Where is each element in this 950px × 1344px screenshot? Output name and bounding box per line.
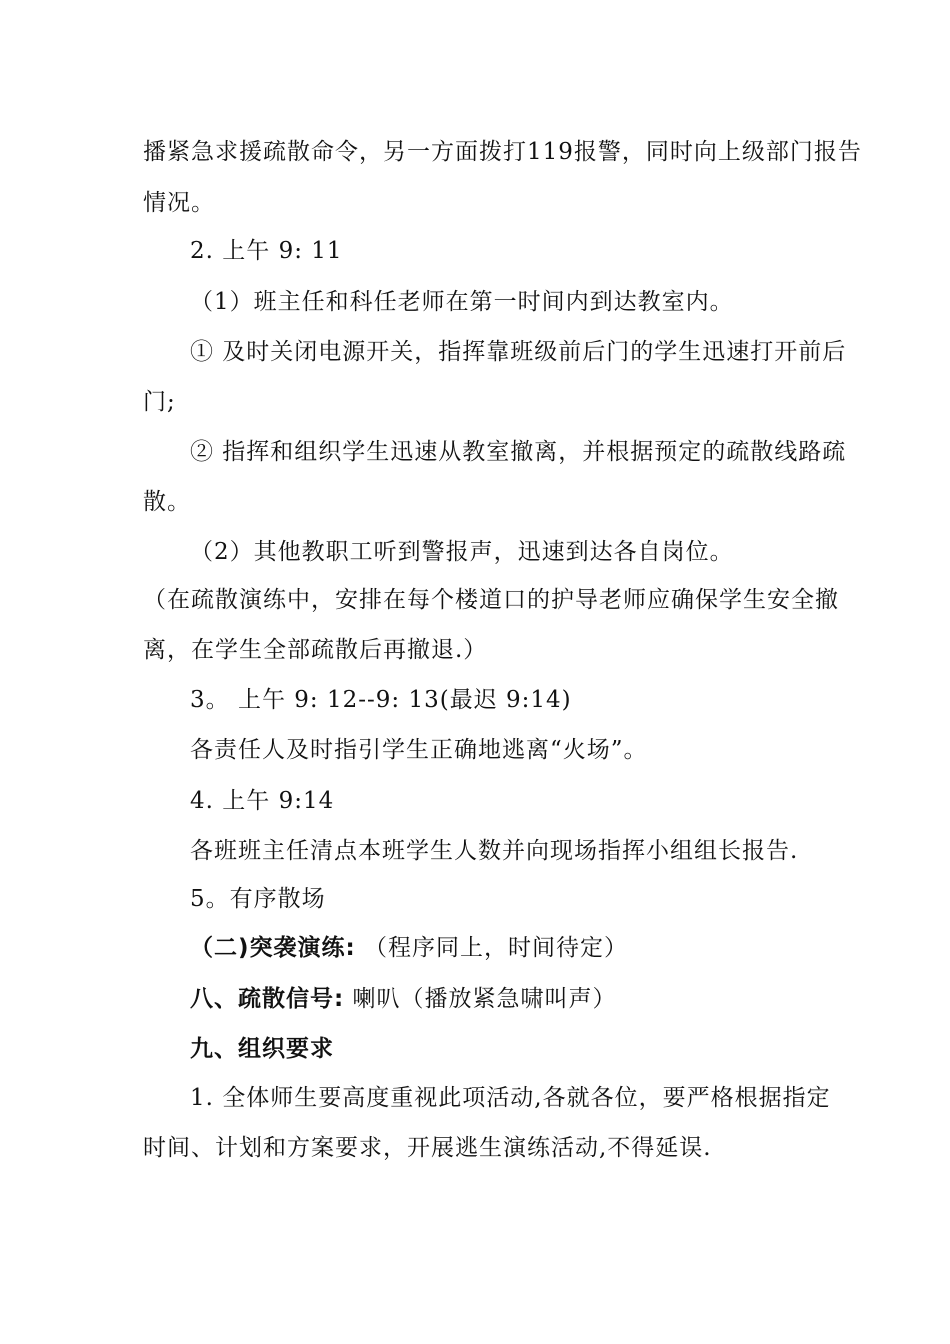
sub-item-2: （2）其他教职工听到警报声，迅速到达各自岗位。 xyxy=(190,539,734,565)
list-item-circled-2: ② 指挥和组织学生迅速从教室撤离，并根据预定的疏散线路疏 xyxy=(190,439,847,465)
requirement-item-1: 1. 全体师生要高度重视此项活动,各就各位，要严格根据指定 xyxy=(190,1085,831,1111)
paragraph-line: 各班班主任清点本班学生人数并向现场指挥小组组长报告. xyxy=(190,838,799,864)
evacuation-signal-value: 喇叭（播放紧急啸叫声） xyxy=(352,986,617,1012)
sub-item-1: （1）班主任和科任老师在第一时间内到达教室内。 xyxy=(190,289,734,315)
heading-surprise-drill: （二)突袭演练: xyxy=(190,935,356,961)
paragraph-line: 各责任人及时指引学生正确地逃离“火场”。 xyxy=(190,737,648,763)
section-step-5: 5。有序散场 xyxy=(190,886,326,912)
heading-surprise-drill-line xyxy=(190,933,628,963)
paragraph-line: 时间、计划和方案要求，开展逃生演练活动,不得延误. xyxy=(143,1135,712,1161)
section-step-2: 2. 上午 9: 11 xyxy=(190,238,343,264)
heading-organization-requirements: 九、组织要求 xyxy=(190,1036,334,1062)
section-step-4: 4. 上午 9:14 xyxy=(190,788,335,814)
paragraph-line: 情况。 xyxy=(143,190,215,216)
surprise-drill-note: （程序同上，时间待定） xyxy=(364,935,629,961)
note-line: （在疏散演练中，安排在每个楼道口的护导老师应确保学生安全撤 xyxy=(143,587,839,613)
paragraph-line: 门; xyxy=(143,389,176,415)
note-line: 离，在学生全部疏散后再撤退.） xyxy=(143,637,488,663)
paragraph-line: 播紧急求援疏散命令，另一方面拨打119报警，同时向上级部门报告 xyxy=(143,139,862,165)
heading-evacuation-signal: 八、疏散信号: xyxy=(190,986,345,1012)
list-item-circled-1: ① 及时关闭电源开关，指挥靠班级前后门的学生迅速打开前后 xyxy=(190,339,847,365)
section-step-3: 3。 上午 9: 12--9: 13(最迟 9:14) xyxy=(190,687,572,713)
heading-signal-line xyxy=(190,984,617,1014)
paragraph-line: 散。 xyxy=(143,489,191,515)
